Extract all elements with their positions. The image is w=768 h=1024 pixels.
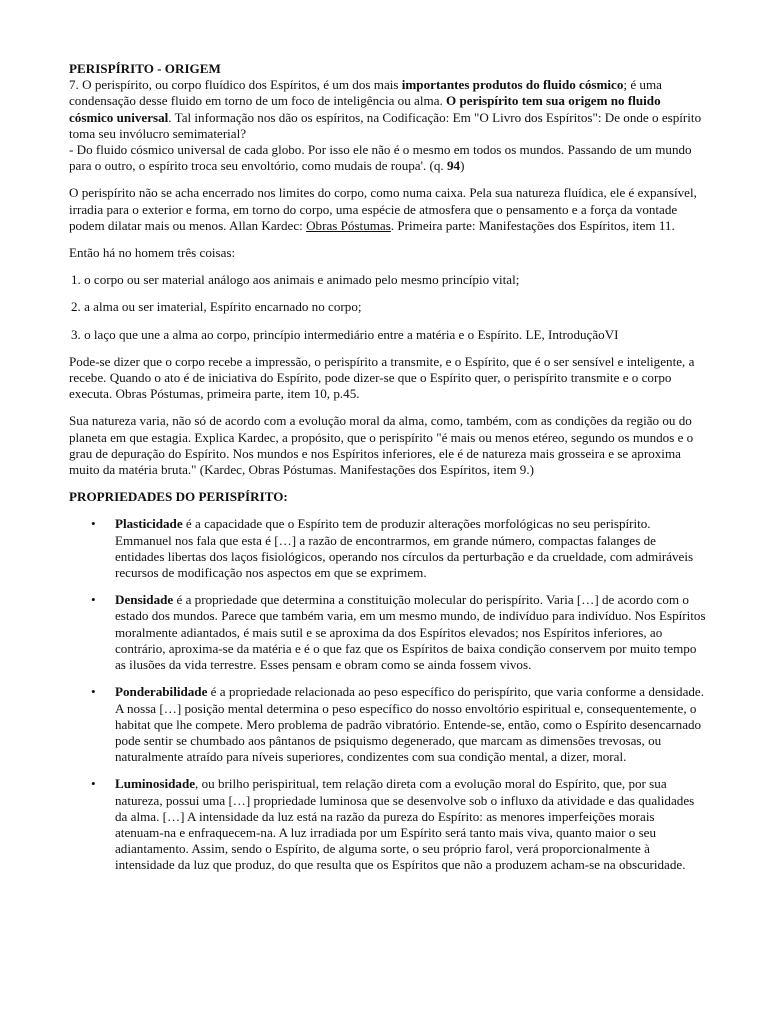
intro-text-f: - Do fluido cósmico universal de cada globo. Por isso ele não é o mesmo em todos os mundos. Passando de um mundo para o outro, o espírito troca seu envoltório, como mudais de roupa'. (q. <box>69 142 692 174</box>
transmission-paragraph: Pode-se dizer que o corpo recebe a impressão, o perispírito a transmite, e o Espírito, que é o ser sensível e inteligente, a recebe. Quando o ato é de iniciativa do Espírito, pode dizer-se que o Espírito quer, o perispírito transmite e o corpo executa. Obras Póstumas, primeira parte, item 10, p.45. <box>69 353 695 402</box>
list-item-luminosidade <box>91 776 706 873</box>
intro-text-a: 7. O perispírito, ou corpo fluídico dos Espíritos, é um dos mais <box>69 77 402 93</box>
intro-text-h: ) <box>460 158 465 174</box>
bullet-icon: • <box>91 592 96 608</box>
intro-bold-question-number: 94 <box>446 158 461 174</box>
numbered-item-1: 1. o corpo ou ser material análogo aos animais e animado pelo mesmo princípio vital; <box>71 272 520 288</box>
intro-bold-fluido: importantes produtos do fluido cósmico <box>401 77 624 93</box>
expansion-text-c: . Primeira parte: Manifestações dos Espíritos, item 11. <box>390 217 675 233</box>
list-item-ponderabilidade <box>91 684 706 765</box>
term-densidade: Densidade <box>115 592 174 608</box>
text-ponderabilidade: é a propriedade relacionada ao peso específico do perispírito, que varia conforme a densidade. A nossa […] posição mental determina o peso específico do nosso envoltório espiritual e, consequentemente, o habitat que lhe compete. Mero problema de padrão vibratório. Entende-se, então, como o Espírito desencarnado pode sentir se chumbado aos pântanos de psiquismo degenerado, que marcam as dimensões trevosas, ou naturalmente atraído para níveis superiores, condizentes com sua condição mental, a dizer, moral. <box>115 684 705 765</box>
numbered-item-3: 3. o laço que une a alma ao corpo, princípio intermediário entre a matéria e o Espírito. LE, IntroduçãoVI <box>71 326 619 342</box>
list-item-plasticidade <box>91 516 706 581</box>
list-item-densidade <box>91 592 706 673</box>
text-densidade: é a propriedade que determina a constituição molecular do perispírito. Varia […] de acordo com o estado dos mundos. Parece que também varia, em um mesmo mundo, de indivíduo para indivíduo. Nos Espíritos moralmente adiantados, é mais sutil e se aproxima da dos Espíritos elevados; nos Espíritos inferiores, ao contrário, aproxima-se da matéria e é o que faz que os Espíritos de baixa condição conservem por muito tempo as ilusões da vida terrestre. Esses pensam e obram como se ainda fossem vivos. <box>115 592 706 673</box>
section-title-propriedades: PROPRIEDADES DO PERISPÍRITO: <box>69 489 288 505</box>
intro-paragraph <box>69 77 706 174</box>
term-luminosidade: Luminosidade <box>115 776 196 792</box>
text-plasticidade: é a capacidade que o Espírito tem de produzir alterações morfológicas no seu perispírito. Emmanuel nos fala que esta é […] a razão de encontrarmos, em grande número, compactas falanges de entidades libertas dos laços fisiológicos, operando nos círculos da perturbação e da crueldade, com admiráveis recursos de modificação nos aspectos em que se exprimem. <box>115 516 694 581</box>
three-things-paragraph: Então há no homem três coisas: <box>69 245 236 261</box>
properties-list <box>69 516 706 873</box>
numbered-item-2: 2. a alma ou ser imaterial, Espírito encarnado no corpo; <box>71 299 362 315</box>
bullet-icon: • <box>91 516 96 532</box>
intro-text-c: ; é uma condensação desse fluido em torno de um foco de inteligência ou alma. <box>69 77 662 109</box>
intro-text-e: . Tal informação nos dão os espíritos, na Codificação: Em "O Livro dos Espíritos": De onde o espírito toma seu invólucro semimaterial? <box>69 109 702 141</box>
bullet-icon: • <box>91 684 96 700</box>
expansion-text-a: O perispírito não se acha encerrado nos limites do corpo, como numa caixa. Pela sua natureza fluídica, ele é expansível, irradia para o exterior e forma, em torno do corpo, uma espécie de atmosfera que o pensamento e a força da vontade podem dilatar mais ou menos. Allan Kardec: <box>69 185 697 233</box>
obras-postumas-link[interactable]: Obras Póstumas <box>306 217 391 233</box>
nature-paragraph: Sua natureza varia, não só de acordo com a evolução moral da alma, como, também, com as condições da região ou do planeta em que estagia. Explica Kardec, a propósito, que o perispírito "é mais ou menos etéreo, segundo os mundos e o grau de depuração do Espírito. Nos mundos e nos Espíritos inferiores, ele é de natureza mais grosseira e se aproxima muito da matéria bruta." (Kardec, Obras Póstumas. Manifestações dos Espíritos, item 9.) <box>69 413 694 478</box>
expansion-paragraph <box>69 185 706 234</box>
bullet-icon: • <box>91 776 96 792</box>
text-luminosidade: , ou brilho perispiritual, tem relação direta com a evolução moral do Espírito, que, por sua natureza, possui uma […] propriedade luminosa que se desenvolve sob o influxo da atividade e das qualidades da alma. […] A intensidade da luz está na razão da pureza do Espírito: as menores imperfeições morais atenuam-na e enfraquecem-na. A luz irradiada por um Espírito será tanto mais viva, quanto maior o seu adiantamento. Assim, sendo o Espírito, de alguma sorte, o seu próprio farol, verá proporcionalmente à intensidade da luz que produz, do que resulta que os Espíritos que não a produzem acham-se na obscuridade. <box>115 776 695 873</box>
intro-bold-origem: O perispírito tem sua origem no fluido cósmico universal <box>69 93 661 125</box>
term-plasticidade: Plasticidade <box>115 516 183 532</box>
section-title-origem: PERISPÍRITO - ORIGEM <box>69 61 221 76</box>
term-ponderabilidade: Ponderabilidade <box>115 684 208 700</box>
